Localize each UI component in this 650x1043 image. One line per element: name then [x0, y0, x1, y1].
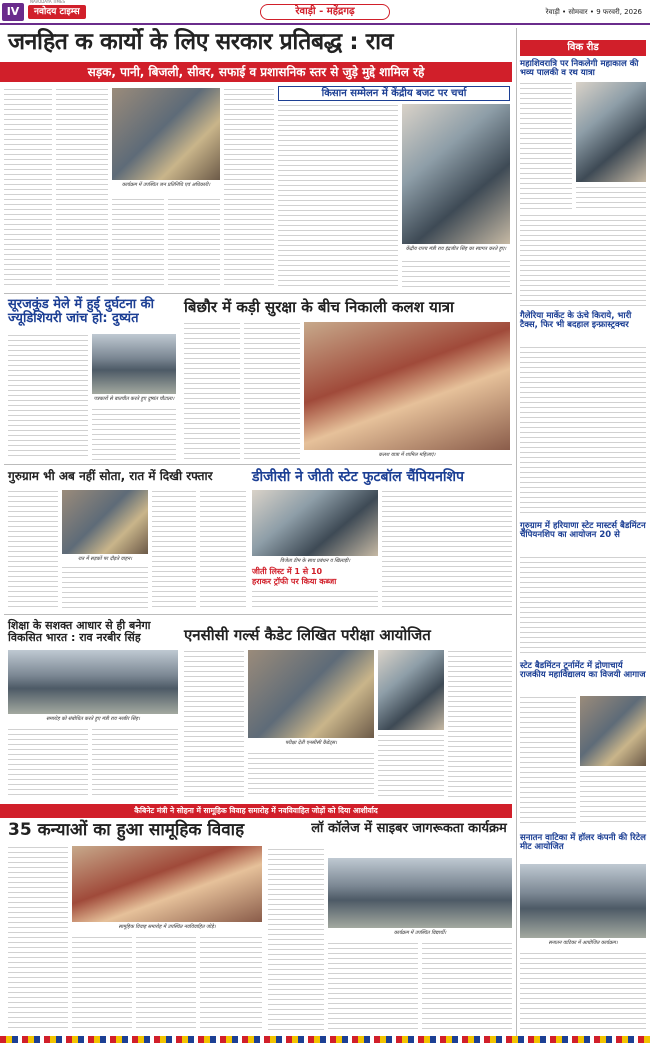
bichhor-photo-caption: कलश यात्रा में शामिल महिलाएं।: [378, 452, 436, 458]
vivah-text-1: [8, 846, 68, 1032]
vivah-photo: [72, 846, 262, 922]
vivah-photo-caption: सामूहिक विवाह समारोह में उपस्थित नवविवाहित जोड़े।: [118, 924, 216, 930]
gurugram-photo: [62, 490, 148, 554]
lead-headline: जनहित क कार्यो के लिए सरकार प्रतिबद्ध : राव: [8, 29, 394, 55]
lead-text-col4: [168, 198, 220, 288]
sidebar-story2-text: [520, 346, 646, 516]
sidebar-story5-photo-caption: सनातन वाटिका में आयोजित कार्यक्रम।: [548, 940, 618, 946]
vivah-kicker: कैबिनेट मंत्री ने सोहना में सामूहिक विवाह समारोह में नवविवाहित जोड़ों को दिया आशीर्वाद: [134, 806, 378, 815]
law-text-2: [328, 942, 418, 1032]
gurugram-text-2: [62, 566, 148, 610]
bichhor-headline: बिछौर में कड़ी सुरक्षा के बीच निकाली कलश यात्रा: [184, 298, 454, 316]
shiksha-photo: [8, 650, 178, 714]
dgc-text-2: [382, 490, 512, 610]
kisan-text-2: [402, 260, 510, 288]
sidebar-story4-headline: स्टेट बैडमिंटन टूर्नामेंट में द्रोणाचार्य राजकीय महाविद्यालय का विजयी आगाज: [520, 661, 646, 680]
masthead: [0, 0, 650, 24]
lead-photo: [112, 88, 220, 180]
ncc-text-2: [248, 752, 374, 798]
gurugram-photo-caption: रात में सड़कों पर दौड़ते वाहन।: [77, 556, 133, 562]
surajkund-text-1: [8, 334, 88, 460]
shiksha-photo-caption: समारोह को संबोधित करते हुए मंत्री राव नरबीर सिंह।: [46, 716, 140, 722]
shiksha-text-1: [8, 728, 88, 798]
gurugram-text-3: [152, 490, 196, 610]
law-headline: लॉ कॉलेज में साइबर जागरूकता कार्यक्रम: [311, 821, 507, 836]
paper-logo: नवोदय टाइम्स: [28, 5, 86, 19]
ncc-text-4: [448, 650, 512, 798]
gurugram-headline: गुरुग्राम भी अब नहीं सोता, रात में दिखी रफ्तार: [8, 469, 213, 483]
surajkund-photo: [92, 334, 176, 394]
surajkund-photo-caption: पत्रकारों से बातचीत करते हुए दुष्यंत चौटाला।: [93, 396, 175, 402]
ncc-photo: [248, 650, 374, 738]
shiksha-text-2: [92, 728, 178, 798]
lead-photo-caption: कार्यक्रम में उपस्थित जन प्रतिनिधि एवं अधिकारी।: [121, 182, 211, 188]
dateline: रेवाड़ी • सोमवार • 9 फरवरी, 2026: [545, 8, 642, 16]
vivah-text-3: [136, 936, 196, 1032]
dgc-photo-caption: विजेता टीम के साथ प्रबंधन व खिलाड़ी।: [279, 558, 351, 564]
vivah-kicker-bar: [0, 804, 512, 818]
kisan-photo: [402, 104, 510, 244]
ncc-photo-caption: परीक्षा देती एनसीसी कैडेट्स।: [285, 740, 337, 746]
surajkund-text-2: [92, 408, 176, 460]
dgc-text-1: [252, 590, 378, 610]
sidebar-divider: [516, 28, 517, 1036]
divider-1: [4, 293, 512, 294]
kisan-text: [278, 104, 398, 288]
sidebar-story5-text: [520, 952, 646, 1032]
sidebar-story4-photo: [580, 696, 646, 766]
paper-small-tag: NAVODAYA TIMES: [30, 0, 66, 4]
lead-text-col1: [4, 88, 52, 288]
divider-2: [4, 464, 512, 465]
sidebar-story2-headline: गैलेरिया मार्केट के ऊंचे किराये, भारी टैक्स, फिर भी बदहाल इन्फ्रास्ट्रक्चर: [520, 311, 632, 330]
law-photo: [328, 858, 512, 928]
masthead-rule: [0, 23, 650, 25]
sidebar-story4-text-2: [580, 770, 646, 826]
section-title: रेवाड़ी - महेंद्रगढ़: [260, 4, 390, 20]
dgc-subhead-1: जीती लिस्ट में 1 से 10: [252, 567, 323, 576]
sidebar-story1-text-1: [520, 82, 572, 210]
sidebar-story3-headline: गुरुग्राम में हरियाणा स्टेट मास्टर्स बैडमिंटन चैंपियनशिप का आयोजन 20 से: [520, 521, 646, 540]
kisan-headline: किसान सम्मेलन में केंद्रीय बजट पर चर्चा: [321, 88, 467, 99]
sidebar-story1-photo: [576, 82, 646, 182]
lead-text-col2: [56, 88, 108, 288]
lead-text-col3: [112, 198, 164, 288]
dgc-subhead-2: हराकर ट्रॉफी पर किया कब्जा: [252, 577, 337, 586]
sidebar-story1-text-2: [576, 186, 646, 210]
bichhor-text-2: [244, 322, 300, 460]
divider-3: [4, 614, 512, 615]
bichhor-text-1: [184, 322, 240, 460]
vivah-text-2: [72, 936, 132, 1032]
kisan-photo-caption: केंद्रीय राज्य मंत्री राव इंद्रजीत सिंह का स्वागत करते हुए।: [405, 246, 507, 252]
law-text-3: [422, 942, 512, 1032]
kisan-header: [278, 86, 510, 101]
sidebar-banner: विक रीड: [520, 40, 646, 56]
sidebar-story1-text-3: [520, 214, 646, 306]
sidebar-story3-text: [520, 556, 646, 656]
law-photo-caption: कार्यक्रम में उपस्थित विद्यार्थी।: [393, 930, 447, 936]
dgc-headline: डीजीसी ने जीती स्टेट फुटबॉल चैंपियनशिप: [252, 469, 464, 485]
bottom-color-strip: [0, 1036, 650, 1043]
shiksha-headline: शिक्षा के सशक्त आधार से ही बनेगा विकसित भारत : राव नरबीर सिंह: [8, 619, 151, 644]
ncc-headline: एनसीसी गर्ल्स कैडेट लिखित परीक्षा आयोजित: [184, 626, 431, 644]
ncc-photo-2: [378, 650, 444, 730]
ncc-text-3: [378, 734, 444, 798]
gurugram-text-4: [200, 490, 246, 610]
page-number-badge: IV: [2, 3, 24, 21]
lead-subhead: सड़क, पानी, बिजली, सीवर, सफाई व प्रशासनिक स्तर से जुड़े मुद्दे शामिल रहे: [87, 65, 425, 79]
vivah-text-4: [200, 936, 262, 1032]
lead-text-col5: [224, 88, 274, 288]
surajkund-headline: सूरजकुंड मेले में हुई दुर्घटना की ज्यूडिशियरी जांच हो: दुष्यंत: [8, 297, 155, 326]
dgc-photo: [252, 490, 378, 556]
sidebar-story4-text-1: [520, 696, 576, 826]
sidebar-story5-photo: [520, 864, 646, 938]
sidebar-story5-headline: सनातन वाटिका में हॉलर कंपनी की रिटेल मीट आयोजित: [520, 833, 646, 852]
vivah-headline: 35 कन्याओं का हुआ सामूहिक विवाह: [8, 820, 245, 840]
bichhor-photo: [304, 322, 510, 450]
sidebar-story1-headline: महाशिवरात्रि पर निकलेगी महाकाल की भव्य पालकी व रथ यात्रा: [520, 59, 639, 78]
law-text-1: [268, 848, 324, 1032]
lead-subhead-bar: [0, 62, 512, 82]
ncc-text-1: [184, 650, 244, 798]
gurugram-text-1: [8, 490, 58, 610]
